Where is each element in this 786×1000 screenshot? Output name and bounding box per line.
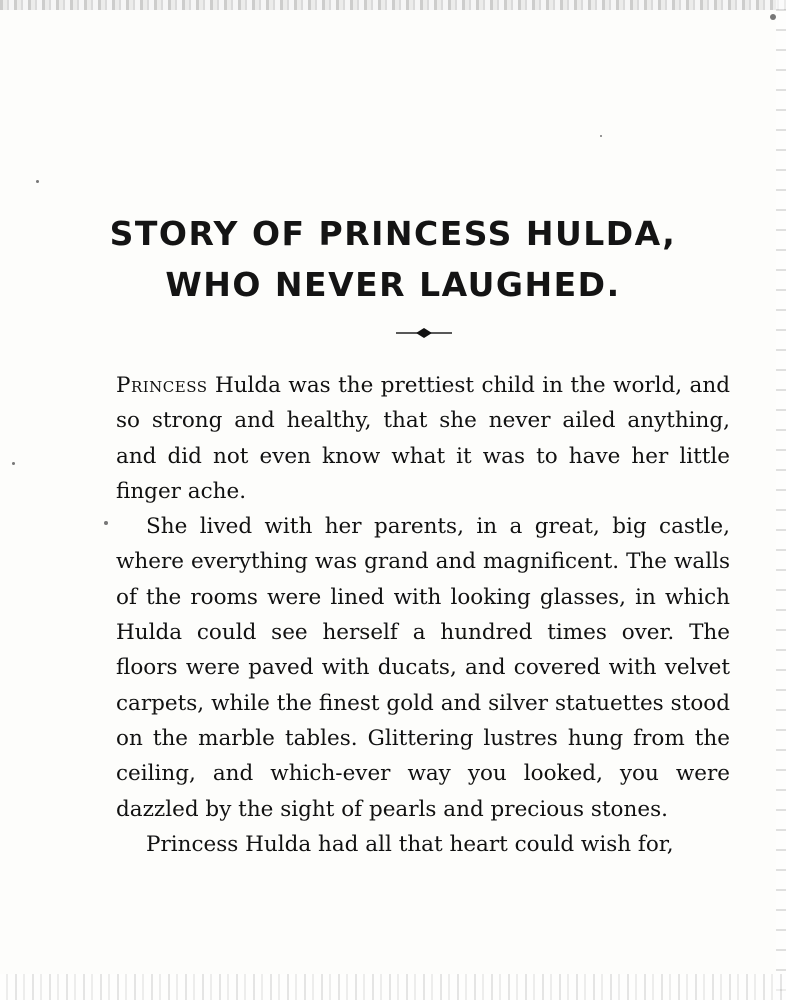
scan-edge-bottom [0,974,786,1000]
paragraph-1 [116,368,730,509]
scan-edge-right [776,0,786,1000]
story-title: STORY OF PRINCESS HULDA, WHO NEVER LAUGHED. [109,214,677,304]
scan-speck [600,135,602,137]
scan-speck [770,14,776,20]
story-body [116,368,730,862]
scan-speck [104,521,108,525]
paragraph-1-text: Hulda was the prettiest child in the world, and so strong and healthy, that she never ailed anything, and did not even know what it was to have her little finger ache. [116,373,730,504]
scan-edge-top [0,0,786,10]
paragraph-2: She lived with her parents, in a great, big castle, where everything was grand and magnificent. The walls of the rooms were lined with looking glasses, in which Hulda could see herself a hundred times over. The floors were paved with ducats, and covered with velvet carpets, while the finest gold and silver statuettes stood on the marble tables. Glittering lustres hung from the ceiling, and which-ever way you looked, you were dazzled by the sight of pearls and precious stones. [116,514,730,822]
scan-speck [12,462,15,465]
paragraph-3: Princess Hulda had all that heart could wish for, [146,831,674,857]
scan-speck [36,180,39,183]
paragraph-lead-word: Princess [116,373,208,398]
title-ornament-divider [396,326,452,340]
